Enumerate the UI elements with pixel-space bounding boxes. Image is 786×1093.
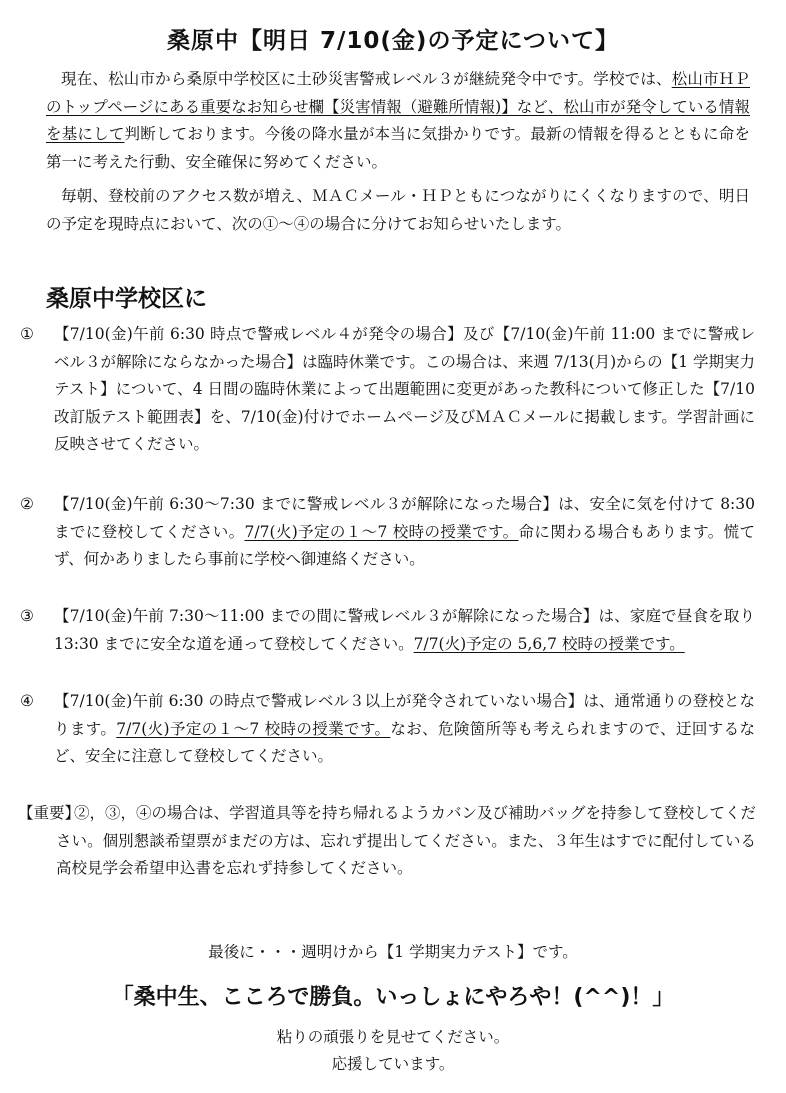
case-item-1 (20, 321, 755, 459)
section-heading: 桑原中学校区に (46, 286, 207, 312)
case-underlined-text: 7/7(火)予定の１～7 校時の授業です。 (244, 522, 519, 541)
intro-paragraph-2: 毎朝、登校前のアクセス数が増え、ＭＡＣメール・ＨＰともにつながりにくくなりますので、明日の予定を現時点において、次の①～④の場合に分けてお知らせいたします。 (46, 187, 750, 233)
case-underlined-text: 7/7(火)予定の 5,6,7 校時の授業です。 (413, 634, 685, 653)
case-text-cont: 命に関わる場合もあります。慌てず、何かありましたら事前に学校へ御連絡ください。 (54, 522, 755, 568)
closing-slogan: 「桑中生、こころで勝負。いっしょにやろや！(^^)！」 (111, 985, 675, 1010)
case-text-cont: なお、危険箇所等も考えられますので、迂回するなど、安全に注意して登校してください。 (54, 719, 755, 765)
case-text: 【7/10(金)午前 7:30～11:00 までの間に警戒レベル３が解除になった場合】は、家庭で昼食を取り 13:30 までに安全な道を通って登校してください。 (54, 607, 755, 653)
intro-text-cont: 判断しております。今後の降水量が本当に気掛かりです。最新の情報を得るとともに命を第一に考えた行動、安全確保に努めてください。 (46, 125, 750, 171)
closing-line-1: 最後に・・・週明けから【1 学期実力テスト】です。 (208, 943, 578, 961)
case-text: 【7/10(金)午前 6:30～7:30 までに警戒レベル３が解除になった場合】は、安全に気を付けて 8:30 までに登校してください。 (54, 495, 755, 541)
closing-line-2: 粘りの頑張りを見せてください。 (276, 1028, 510, 1046)
intro-paragraph-1 (46, 66, 750, 176)
case-item-3 (20, 603, 755, 658)
case-number: ④ (20, 692, 34, 710)
case-item-4 (20, 688, 755, 771)
important-text: ②，③，④の場合は、学習道具等を持ち帰れるようカバン及び補助バッグを持参して登校してください。個別懇談希望票がまだの方は、忘れず提出してください。また、３年生はすでに配付している高校見学会希望申込書を忘れず持参してください。 (56, 804, 757, 877)
intro-underlined-text: 松山市ＨＰのトップページにある重要なお知らせ欄【災害情報（避難所情報)】など、松山市が発令している情報を基にして (46, 70, 750, 143)
case-text: 【7/10(金)午前 6:30 の時点で警戒レベル３以上が発令されていない場合】は、通常通りの登校となります。 (54, 692, 755, 738)
important-note (18, 800, 756, 883)
case-number: ③ (20, 607, 34, 625)
case-item-2 (20, 491, 755, 574)
important-tag: 【重要】 (18, 804, 81, 822)
closing-line-3: 応援しています。 (331, 1055, 455, 1073)
case-number: ① (20, 325, 34, 343)
intro-text: 現在、松山市から桑原中学校区に土砂災害警戒レベル３が継続発令中です。学校では、 (61, 70, 672, 88)
case-number: ② (20, 495, 34, 513)
case-underlined-text: 7/7(火)予定の１～7 校時の授業です。 (116, 719, 391, 738)
case-text: 【7/10(金)午前 6:30 時点で警戒レベル４が発令の場合】及び【7/10(金)午前 11:00 までに警戒レベル３が解除にならなかった場合】は臨時休業です。この場合は、来週 7/13(月)からの【1 学期実力テスト】について、4 日間の臨時休業によって出題範囲に変更があった教科について修正した【7/10 改訂版テスト範囲表】を、7/10(金)付けでホームページ及びＭＡＣメールに掲載します。学習計画に反映させてください。 (54, 325, 755, 453)
page-title: 桑原中【明日 7/10(金)の予定について】 (167, 28, 619, 54)
